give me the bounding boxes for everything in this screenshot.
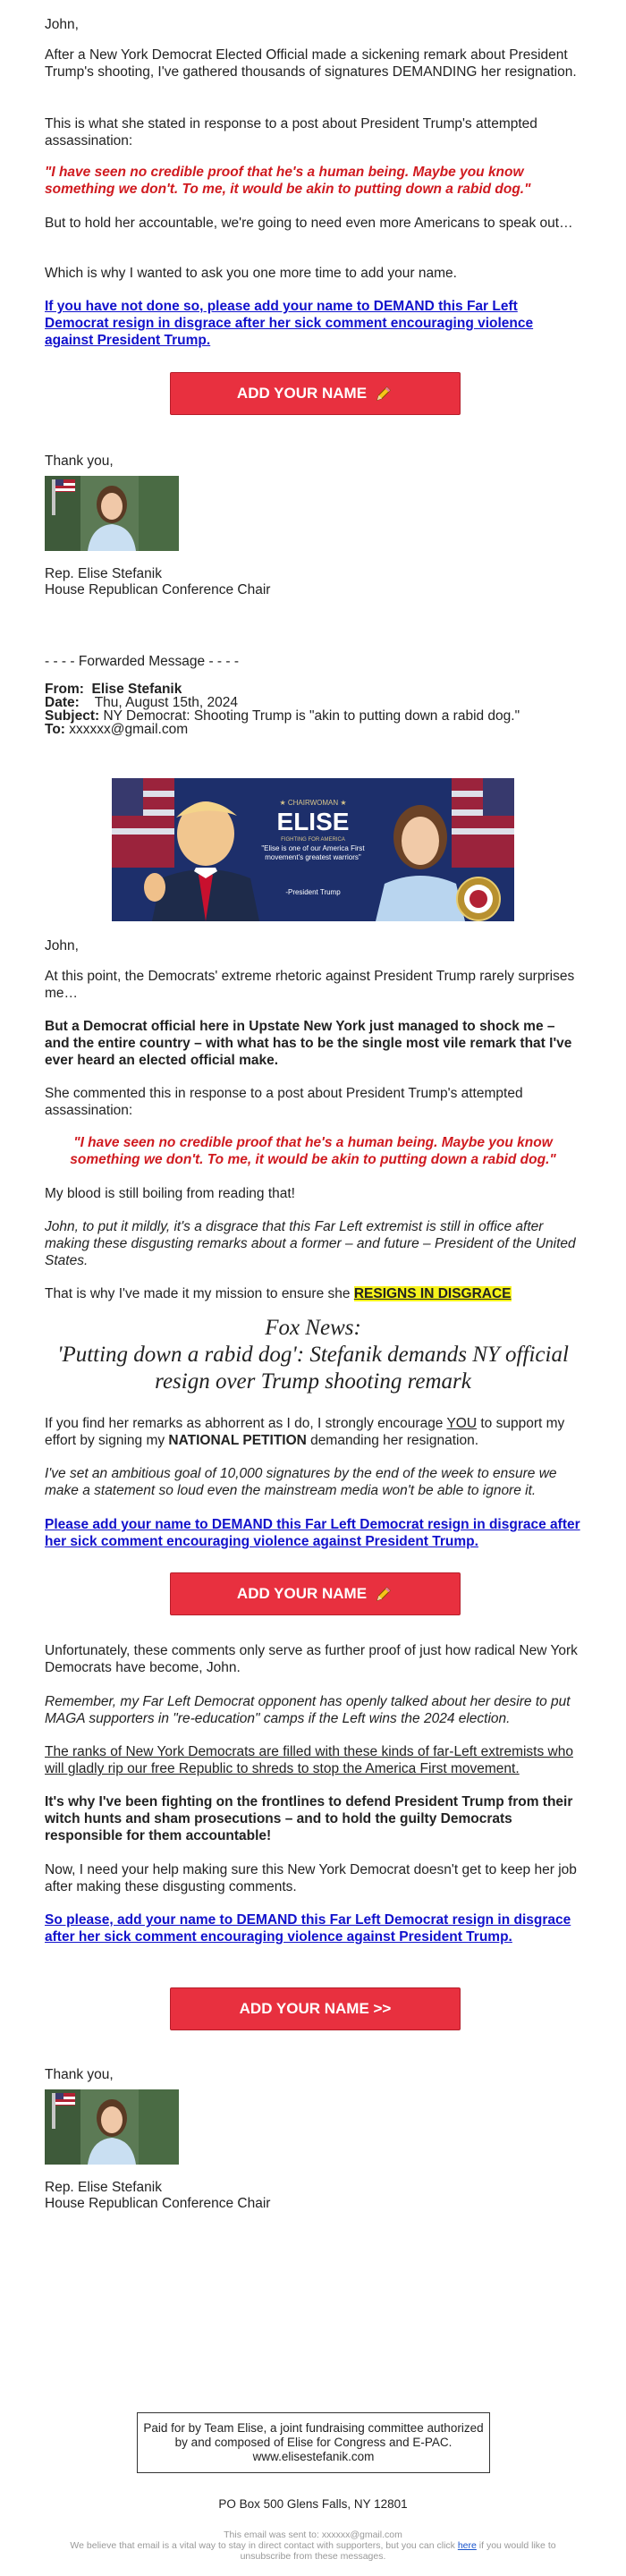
button-label: ADD YOUR NAME (236, 1585, 368, 1602)
encourage-text: If you find her remarks as abhorrent as I do, I strongly encourage (45, 1416, 447, 1431)
intro-paragraph: After a New York Democrat Elected Official made a sickening remark about President Trump's shooting, I've gathered thousands of signatures DEMANDING her resignation. (45, 47, 577, 80)
from-label: From: (45, 682, 84, 697)
signature-title-2: House Republican Conference Chair (45, 2196, 271, 2211)
pencil-icon (374, 1584, 393, 1604)
signature-title: House Republican Conference Chair (45, 582, 271, 597)
unsubscribe-text-end: if you would like to unsubscribe from these messages. (240, 2540, 556, 2562)
banner-quote: "Elise is one of our America First movement's greatest warriors" (261, 844, 365, 861)
fwd-paragraph-6 (45, 1285, 581, 1302)
banner-graphic (112, 778, 514, 921)
fwd-paragraph-12: It's why I've been fighting on the frontlines to defend President Trump from their witch hunts and sham prosecutions – and to hold the guilty Democrats responsible for them accountable! (45, 1794, 573, 1843)
add-name-button-2[interactable] (170, 1572, 461, 1615)
support-text: to support my effort by signing my (45, 1416, 565, 1448)
you-emphasis: YOU (446, 1416, 478, 1431)
from-value: Elise Stefanik (91, 682, 182, 697)
forward-header (45, 682, 581, 736)
fox-title: Fox News: (265, 1316, 361, 1340)
petition-link-3[interactable]: So please, add your name to DEMAND this Far Left Democrat resign in disgrace after her sick comment encouraging violence against President Trump. (45, 1912, 571, 1945)
petition-link-2[interactable]: Please add your name to DEMAND this Far Left Democrat resign in disgrace after her sick comment encouraging violence against President Trump. (45, 1517, 580, 1549)
resigns-highlight: RESIGNS IN DISGRACE (353, 1286, 512, 1301)
button-label: ADD YOUR NAME (236, 385, 368, 402)
mission-text: That is why I've made it my mission to ensure she (45, 1286, 354, 1301)
signoff-thanks-2: Thank you, (45, 2067, 114, 2082)
fwd-paragraph-10: Remember, my Far Left Democrat opponent has openly talked about her desire to put MAGA supporters in "re-education" camps if the Left wins the 2024 election. (45, 1694, 571, 1726)
signature-name: Rep. Elise Stefanik (45, 566, 162, 581)
quote-text: "I have seen no credible proof that he's a human being. Maybe you know something we don't. To me, it would be akin to putting down a rabid dog." (45, 165, 531, 197)
subject-value: NY Democrat: Shooting Trump is "akin to putting down a rabid dog." (103, 708, 520, 724)
context-paragraph: This is what she stated in response to a post about President Trump's attempted assassination: (45, 116, 537, 148)
fwd-paragraph-5: John, to put it mildly, it's a disgrace that this Far Left extremist is still in office after making these disgusting remarks about a former – and future – President of the United States. (45, 1219, 576, 1268)
banner-attribution: -President Trump (285, 888, 341, 896)
national-petition-emphasis: NATIONAL PETITION (168, 1433, 307, 1448)
to-label: To: (45, 722, 65, 737)
sent-to-notice: This email was sent to: xxxxxx@gmail.com (224, 2529, 402, 2540)
banner-name-text: ELISE (276, 808, 350, 835)
fwd-paragraph-7 (45, 1415, 581, 1449)
add-name-button-1[interactable] (170, 372, 461, 415)
banner-top-text: ★ CHAIRWOMAN ★ (279, 799, 347, 807)
banner-sub-text: FIGHTING FOR AMERICA (281, 837, 345, 843)
paid-for-disclaimer: Paid for by Team Elise, a joint fundraising committee authorized by and composed of Elise for Congress and E-PAC. www.elisestefanik.com (137, 2412, 490, 2473)
to-value: xxxxxx@gmail.com (69, 722, 189, 737)
fwd-paragraph-4: My blood is still boiling from reading that! (45, 1186, 295, 1201)
fox-subtitle: 'Putting down a rabid dog': Stefanik demands NY official resign over Trump shooting remark (57, 1343, 569, 1394)
accountability-paragraph: But to hold her accountable, we're going to need even more Americans to speak out… (45, 216, 573, 231)
signoff-thanks: Thank you, (45, 453, 114, 469)
fwd-paragraph-1: At this point, the Democrats' extreme rhetoric against President Trump rarely surprises me… (45, 969, 575, 1001)
signature-name-2: Rep. Elise Stefanik (45, 2180, 162, 2195)
resignation-text: demanding her resignation. (306, 1433, 479, 1448)
portrait-photo (45, 476, 179, 551)
fwd-paragraph-9: Unfortunately, these comments only serve as further proof of just how radical New York Democrats have become, John. (45, 1643, 578, 1675)
quote-text-2: "I have seen no credible proof that he's a human being. Maybe you know something we don't. To me, it would be akin to putting down a rabid dog." (70, 1135, 556, 1167)
fwd-paragraph-3: She commented this in response to a post about President Trump's attempted assassination: (45, 1086, 523, 1118)
date-label: Date: (45, 695, 80, 710)
date-value: Thu, August 15th, 2024 (94, 695, 239, 710)
fox-news-headline[interactable] (45, 1315, 581, 1395)
fwd-paragraph-13: Now, I need your help making sure this New York Democrat doesn't get to keep her job after making these disgusting comments. (45, 1862, 577, 1894)
unsubscribe-text: We believe that email is a vital way to stay in direct contact with supporters, but you can click (70, 2540, 458, 2551)
subject-label: Subject: (45, 708, 100, 724)
fwd-paragraph-2: But a Democrat official here in Upstate New York just managed to shock me – and the entire country – with what has to be the single most vile remark that I've ever heard an elected official make. (45, 1019, 572, 1068)
greeting-2: John, (45, 938, 79, 953)
portrait-photo-2 (45, 2089, 179, 2165)
unsubscribe-link[interactable]: here (457, 2540, 477, 2551)
postal-address: PO Box 500 Glens Falls, NY 12801 (218, 2497, 408, 2511)
petition-link-1[interactable]: If you have not done so, please add your name to DEMAND this Far Left Democrat resign in disgrace after her sick comment encouraging violence against President Trump. (45, 299, 534, 348)
campaign-banner (112, 778, 514, 921)
fwd-paragraph-11: The ranks of New York Democrats are filled with these kinds of far-Left extremists who will gladly rip our free Republic to shreds to stop the America First movement. (45, 1744, 573, 1776)
forwarded-divider: - - - - Forwarded Message - - - - (45, 654, 240, 669)
unsubscribe-notice (45, 2540, 581, 2562)
greeting: John, (45, 17, 79, 32)
fwd-paragraph-8: I've set an ambitious goal of 10,000 signatures by the end of the week to ensure we make a statement so loud even the mainstream media won't be able to ignore it. (45, 1466, 557, 1498)
button-label: ADD YOUR NAME >> (239, 2000, 392, 2017)
pencil-icon (374, 384, 393, 403)
ask-paragraph: Which is why I wanted to ask you one more time to add your name. (45, 266, 457, 281)
add-name-button-3[interactable] (170, 1987, 461, 2030)
